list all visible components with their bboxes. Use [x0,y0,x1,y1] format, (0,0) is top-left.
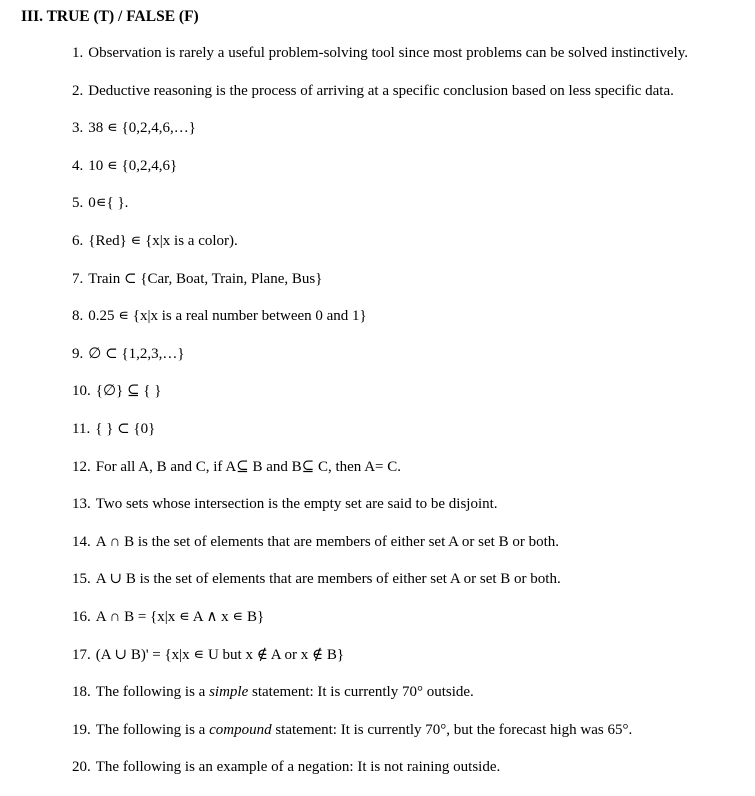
question-text: Train ⊂ {Car, Boat, Train, Plane, Bus} [88,270,323,287]
question-item [72,307,688,345]
question-text: Two sets whose intersection is the empty set are said to be disjoint. [95,496,498,513]
question-text: The following is an example of a negation: It is not raining outside. [95,759,501,776]
question-item [72,495,688,533]
question-text: 38 ∊ {0,2,4,6,…} [88,120,196,137]
question-number: 2. [72,82,84,99]
question-text [96,683,474,701]
question-text: A ∩ B = {x|x ∊ A ∧ x ∊ B} [95,608,265,625]
question-text: A ∩ B is the set of elements that are members of either set A or set B or both. [95,533,559,550]
question-text-after: statement: It is currently 70° outside. [248,684,474,701]
question-item [72,758,688,796]
question-item [72,119,688,157]
question-number: 17. [72,646,91,663]
question-emphasis: compound [209,721,272,738]
question-item [72,420,688,458]
question-text: 10 ∊ {0,2,4,6} [88,157,178,174]
question-text: (A ∪ B)' = {x|x ∊ U but x ∉ A or x ∉ B} [95,646,345,663]
question-item [72,382,688,420]
question-emphasis: simple [209,684,249,701]
question-text: { } ⊂ {0} [95,420,156,437]
question-number: 20. [72,759,91,776]
question-item [72,194,688,232]
question-text-before: The following is a [95,721,210,738]
question-number: 11. [72,420,91,437]
question-number: 15. [72,571,91,588]
question-text: 0∊{ }. [88,195,129,212]
question-item [72,608,688,646]
question-number: 8. [72,308,84,325]
question-item [72,683,688,721]
question-item [72,570,688,608]
question-number: 5. [72,195,84,212]
question-text [96,721,633,739]
question-item [72,82,688,120]
question-number: 14. [72,533,91,550]
question-number: 10. [72,383,91,400]
question-number: 9. [72,345,84,362]
question-text: {Red} ∊ {x|x is a color). [88,232,238,249]
question-number: 12. [72,458,91,475]
question-item [72,533,688,571]
question-item [72,44,688,82]
question-text: ∅ ⊂ {1,2,3,…} [88,345,185,362]
question-text: Observation is rarely a useful problem-solving tool since most problems can be solved instinctively. [88,45,688,61]
question-number: 7. [72,270,84,287]
question-text: 0.25 ∊ {x|x is a real number between 0 and 1} [88,308,367,325]
question-number: 19. [72,721,91,738]
question-text: For all A, B and C, if A⊆ B and B⊆ C, then A= C. [95,458,402,475]
question-item [72,157,688,195]
question-text: Deductive reasoning is the process of arriving at a specific conclusion based on less specific data. [88,82,674,99]
question-number: 13. [72,496,91,513]
question-item [72,232,688,270]
question-item [72,646,688,684]
question-number: 3. [72,120,84,137]
question-list [72,44,688,796]
section-title: III. TRUE (T) / FALSE (F) [21,8,199,25]
question-text-before: The following is a [95,684,210,701]
question-number: 6. [72,232,84,249]
question-text-after: statement: It is currently 70°, but the forecast high was 65°. [271,721,633,738]
question-number: 18. [72,684,91,701]
question-number: 1. [72,45,84,61]
question-item [72,270,688,308]
question-number: 16. [72,608,91,625]
question-text: {∅} ⊆ { } [95,383,162,400]
question-item [72,721,688,759]
question-item [72,458,688,496]
question-item [72,345,688,383]
question-number: 4. [72,157,84,174]
question-text: A ∪ B is the set of elements that are members of either set A or set B or both. [95,571,561,588]
